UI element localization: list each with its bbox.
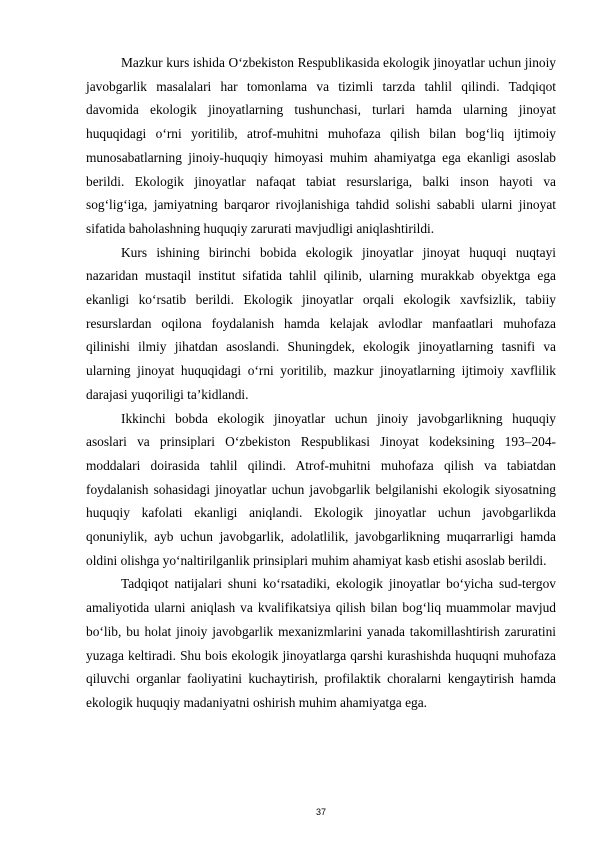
page-number: 37 xyxy=(315,807,326,817)
paragraph-1: Mazkur kurs ishida O‘zbekiston Respublikasida ekologik jinoyatlar uchun jinoiy javobgarlik masalalari har tomonlama va tizimli tarzda tahlil qilindi. Tadqiqot davomida ekologik jinoyatlarning tushunchasi, turlari hamda ularning jinoyat huquqidagi o‘rni yoritilib, atrof-muhitni muhofaza qilish bilan bog‘liq ijtimoiy munosabatlarning jinoiy-huquqiy himoyasi muhim ahamiyatga ega ekanligi asoslab berildi. Ekologik jinoyatlar nafaqat tabiat resurslariga, balki inson hayoti va sog‘lig‘iga, jamiyatning barqaror rivojlanishiga tahdid solishi sababli ularni jinoyat sifatida baholashning huquqiy zarurati mavjudligi aniqlashtirildi. xyxy=(86,55,556,236)
paragraph-2: Kurs ishining birinchi bobida ekologik jinoyatlar jinoyat huquqi nuqtayi nazaridan mustaqil institut sifatida tahlil qilinib, ularning murakkab obyektga ega ekanligi ko‘rsatib berildi. Ekologik jinoyatlar orqali ekologik xavfsizlik, tabiiy resurslardan oqilona foydalanish hamda kelajak avlodlar manfaatlari muhofaza qilinishi ilmiy jihatdan asoslandi. Shuningdek, ekologik jinoyatlarning tasnifi va ularning jinoyat huquqidagi o‘rni yoritilib, mazkur jinoyatlarning ijtimoiy xavflilik darajasi yuqoriligi ta’kidlandi. xyxy=(86,244,556,402)
document-body xyxy=(86,51,556,715)
paragraph-4: Tadqiqot natijalari shuni ko‘rsatadiki, ekologik jinoyatlar bo‘yicha sud-tergov amaliyotida ularni aniqlash va kvalifikatsiya qilish bilan bog‘liq muammolar mavjud bo‘lib, bu holat jinoiy javobgarlik mexanizmlarini yanada takomillashtirish zaruratini yuzaga keltiradi. Shu bois ekologik jinoyatlarga qarshi kurashishda huquqni muhofaza qiluvchi organlar faoliyatini kuchaytirish, profilaktik choralarni kengaytirish hamda ekologik huquqiy madaniyatni oshirish muhim ahamiyatga ega. xyxy=(86,576,556,710)
paragraph-3: Ikkinchi bobda ekologik jinoyatlar uchun jinoiy javobgarlikning huquqiy asoslari va prinsiplari O‘zbekiston Respublikasi Jinoyat kodeksining 193–204-moddalari doirasida tahlil qilindi. Atrof-muhitni muhofaza qilish va tabiatdan foydalanish sohasidagi jinoyatlar uchun javobgarlik belgilanishi ekologik siyosatning huquqiy kafolati ekanligi aniqlandi. Ekologik jinoyatlar uchun javobgarlikda qonuniylik, ayb uchun javobgarlik, adolatlilik, javobgarlikning muqarrarligi hamda oldini olishga yo‘naltirilganlik prinsiplari muhim ahamiyat kasb etishi asoslab berildi. xyxy=(86,410,556,568)
